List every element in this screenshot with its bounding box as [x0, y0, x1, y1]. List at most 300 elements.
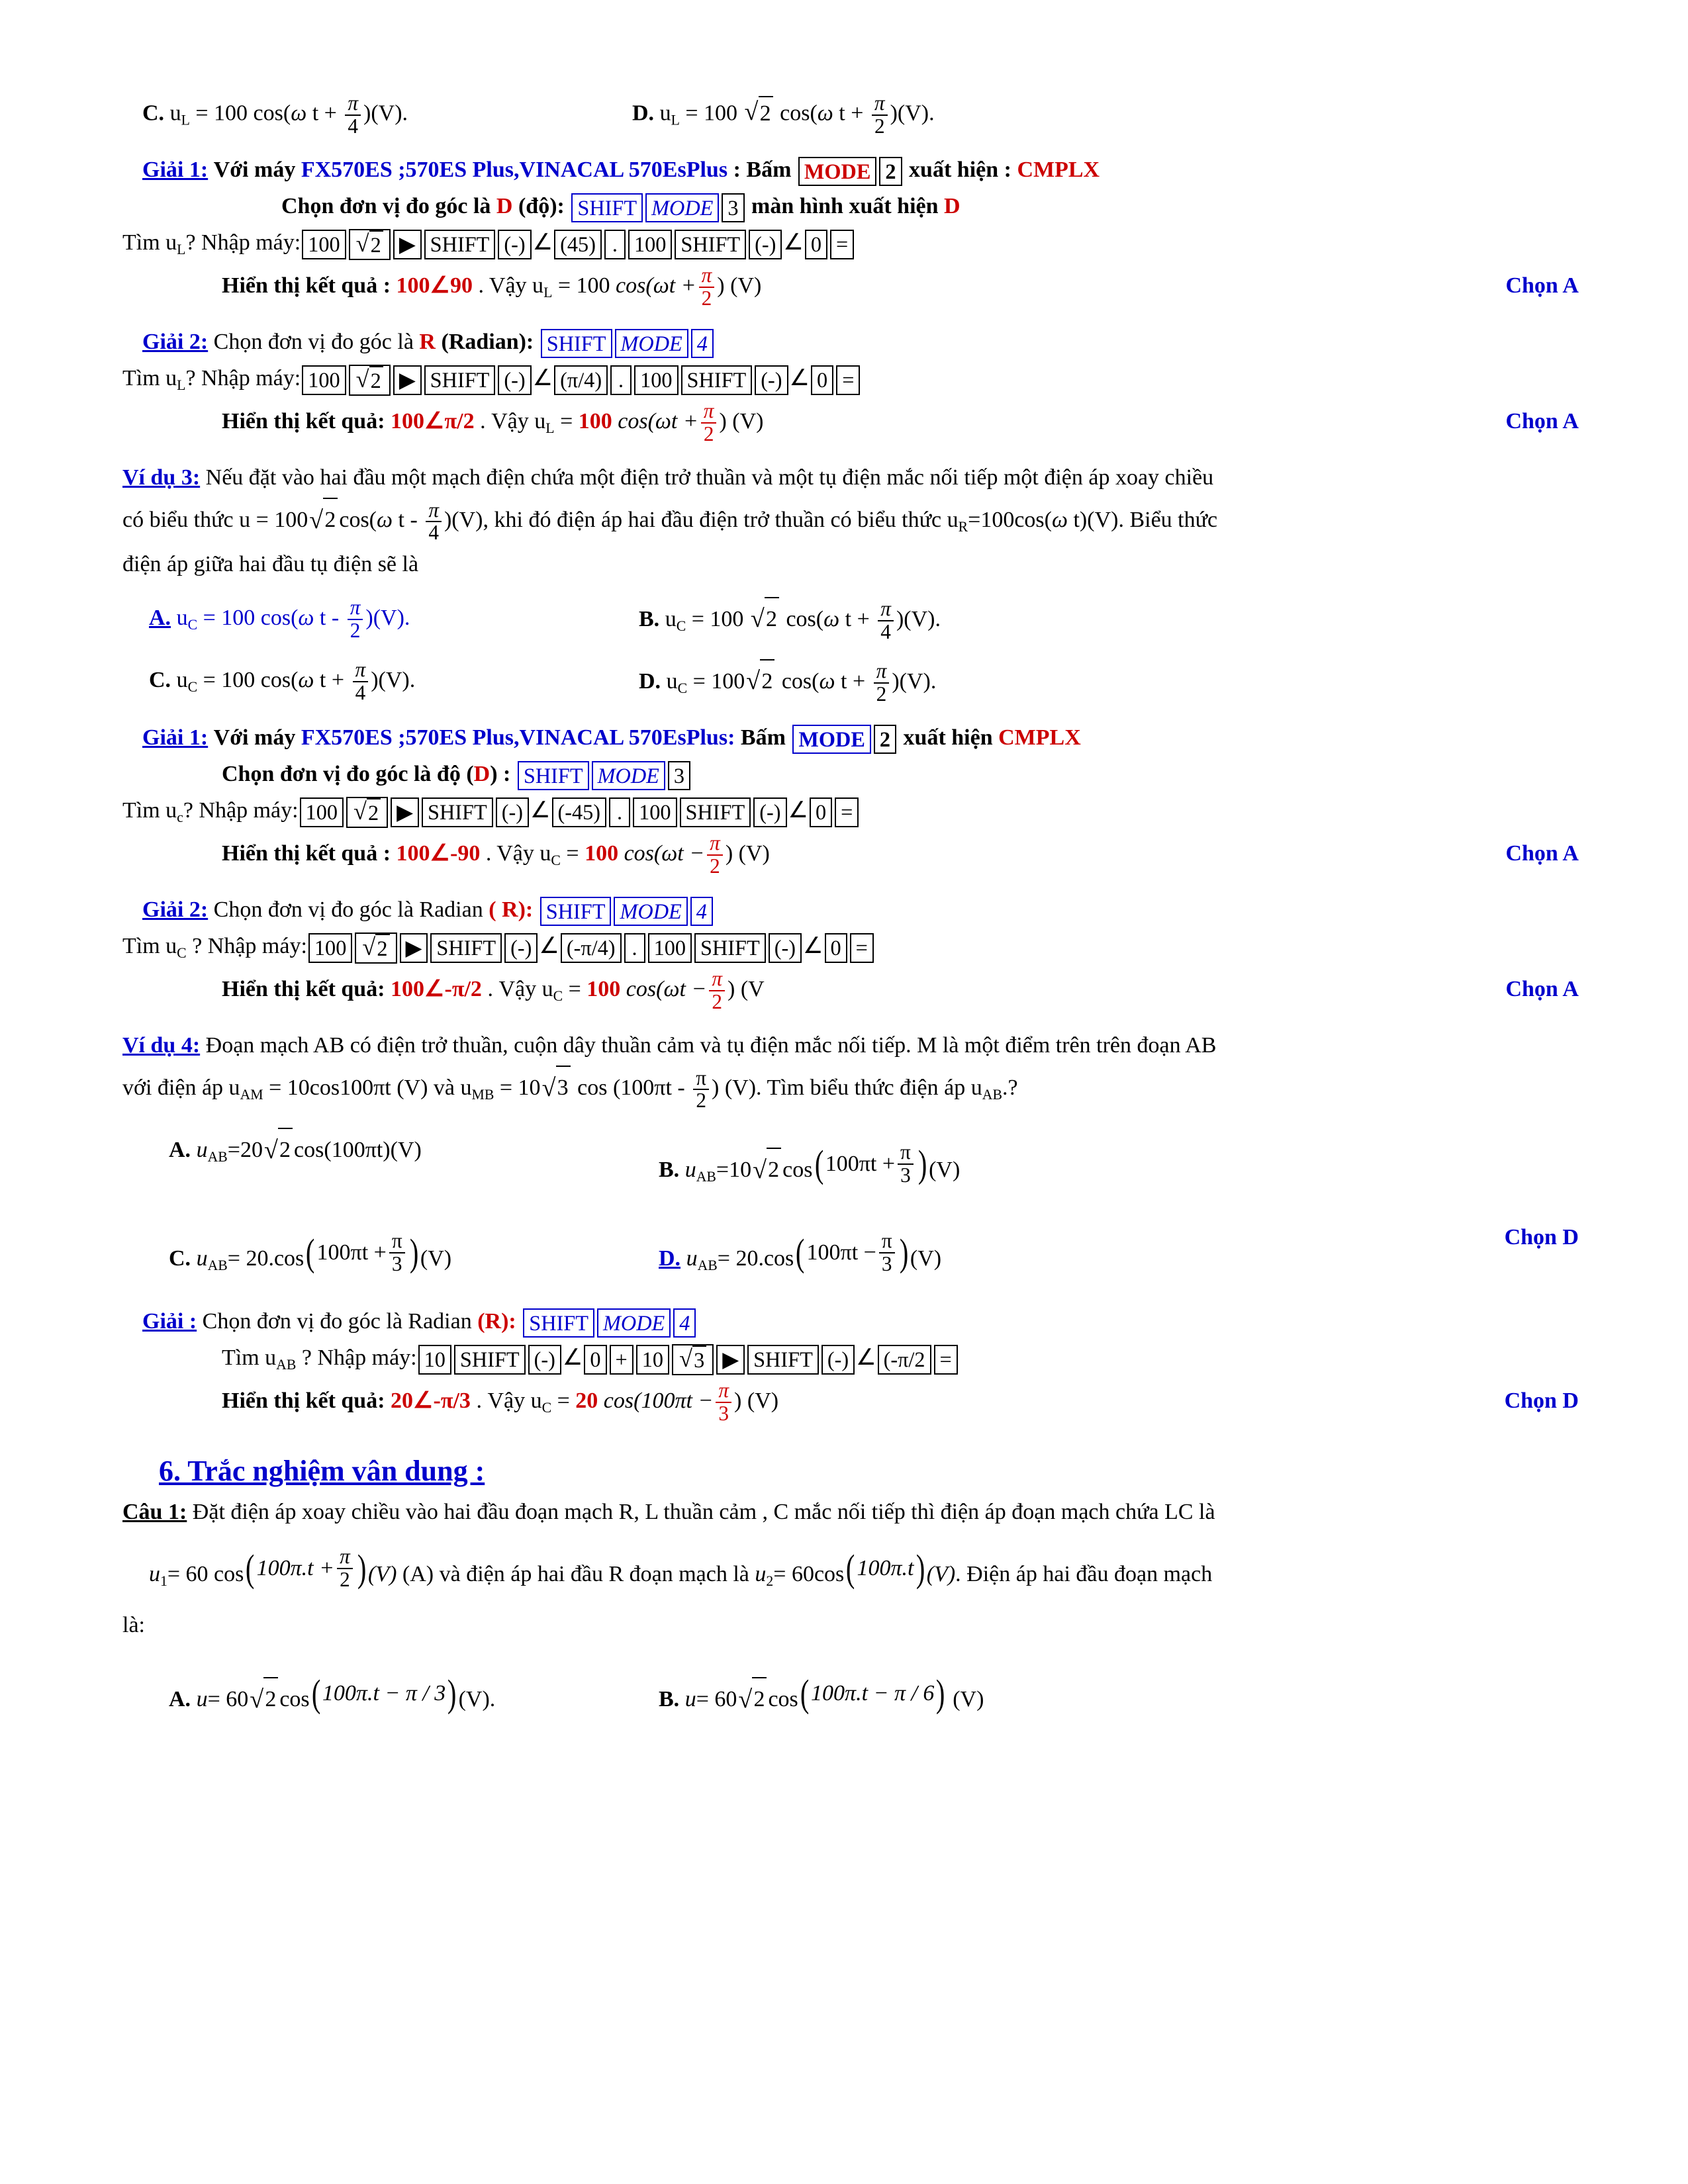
- text: =: [560, 408, 573, 433]
- vidu4-answer-row-1: [122, 1128, 1579, 1201]
- text: ) :: [490, 762, 511, 787]
- text: =: [557, 1388, 570, 1413]
- key-2[interactable]: 2: [874, 725, 896, 754]
- fraction: $\frac{\pi}{4}$: [426, 500, 442, 545]
- answer-option-B: [659, 1657, 1579, 1730]
- u-symbol: u: [196, 1687, 208, 1712]
- amplitude: 20: [575, 1388, 598, 1413]
- key-mode[interactable]: MODE: [798, 157, 876, 186]
- text: )(V).: [371, 667, 416, 692]
- u-symbol: u: [176, 667, 188, 692]
- vidu4-answer-row-2: [122, 1216, 1579, 1289]
- key-3[interactable]: 3: [668, 761, 690, 790]
- key-negative2[interactable]: (-): [821, 1345, 855, 1374]
- text: Tìm u: [222, 1345, 277, 1371]
- text: (độ):: [518, 194, 565, 219]
- key-100b[interactable]: 100: [633, 797, 677, 827]
- unit: (V): [926, 1562, 956, 1587]
- key-3[interactable]: 3: [722, 193, 744, 222]
- text: t -: [314, 605, 345, 630]
- paren-group: ( 100π.t + $\frac{\pi}{2}$ ): [246, 1545, 367, 1591]
- answer-option-B: [639, 597, 1579, 643]
- key-100b[interactable]: 100: [628, 230, 672, 259]
- choose-answer: Chọn D: [1504, 1388, 1579, 1413]
- u2-symbol: u: [755, 1562, 767, 1587]
- key-0[interactable]: 0: [584, 1345, 606, 1374]
- key-shift2[interactable]: SHIFT: [680, 797, 751, 827]
- cau1-formula-line: [122, 1532, 1579, 1605]
- fraction: $\frac{\pi}{2}$: [699, 265, 715, 310]
- text: t +: [314, 667, 350, 692]
- unit-r: (R):: [477, 1308, 516, 1334]
- text: t -: [393, 508, 424, 533]
- answer-option-A: [169, 1128, 659, 1172]
- angle-symbol: ∠: [788, 798, 808, 823]
- text: Chọn đơn vị đo góc là Radian: [202, 1308, 472, 1334]
- angle-symbol: ∠: [562, 1345, 583, 1371]
- text: cos(: [774, 101, 818, 126]
- text: . Vậy u: [476, 1388, 542, 1413]
- subscript: L: [543, 284, 553, 300]
- unit: (V): [947, 1687, 984, 1712]
- text: (Radian):: [441, 329, 534, 354]
- subscript: AB: [207, 1257, 228, 1273]
- giai1-a-input: [122, 226, 1579, 261]
- cau1-label: Câu 1:: [122, 1499, 187, 1524]
- text: = 100: [687, 668, 745, 694]
- sqrt: √ 2: [309, 498, 338, 542]
- fraction: $\frac{\pi}{4}$: [345, 93, 361, 138]
- key-mode[interactable]: MODE: [614, 897, 687, 926]
- subscript: C: [553, 987, 563, 1004]
- document-content: [122, 93, 1579, 1734]
- angle-symbol: ∠: [530, 798, 551, 823]
- u-symbol: u: [659, 101, 671, 126]
- angle-symbol: ∠: [532, 366, 553, 391]
- u-symbol: u: [666, 668, 678, 694]
- amplitude: 100: [578, 408, 612, 433]
- answer-option-D: [659, 1216, 1579, 1289]
- giai-label: Giải 2:: [142, 897, 209, 922]
- giai-c-header: [122, 1305, 1579, 1338]
- key-negative2[interactable]: (-): [749, 230, 782, 259]
- vidu3-formula-line: [122, 498, 1579, 544]
- giai-label: Giải 1:: [142, 157, 209, 182]
- key-100[interactable]: 100: [308, 933, 352, 962]
- fraction: $\frac{\pi}{2}$: [693, 1068, 709, 1113]
- text: Hiển thị kết quả:: [222, 408, 385, 433]
- text: .?: [1002, 1075, 1018, 1101]
- text: xuất hiện :: [909, 157, 1011, 182]
- text: Chọn đơn vị đo góc là: [281, 194, 491, 219]
- giai2-a-result: [122, 400, 1579, 445]
- u-symbol: u: [684, 1687, 696, 1712]
- key-equals[interactable]: =: [836, 365, 860, 394]
- key-100[interactable]: 100: [300, 797, 344, 827]
- answer-option-A: [169, 1657, 659, 1730]
- subscript: C: [677, 680, 688, 696]
- giai-label: Giải 1:: [142, 725, 209, 750]
- amplitude: 20: [240, 1138, 263, 1163]
- u1-symbol: u: [149, 1562, 160, 1587]
- vidu3-label: Ví dụ 3:: [122, 465, 201, 490]
- text: . Vậy u: [478, 273, 544, 298]
- key-dot[interactable]: .: [624, 933, 645, 962]
- key-0[interactable]: 0: [811, 365, 833, 394]
- key-mode[interactable]: MODE: [615, 329, 688, 358]
- unit: (V): [420, 1246, 452, 1271]
- choose-answer: Chọn D: [1504, 1225, 1579, 1250]
- text: Chọn đơn vị đo góc là độ (: [222, 762, 474, 787]
- key-negative[interactable]: (-): [498, 230, 531, 259]
- sqrt: √ 3: [542, 1066, 571, 1110]
- key-negative[interactable]: (-): [528, 1345, 561, 1374]
- text: Bấm: [740, 725, 786, 750]
- vidu3-answer-row-1: [122, 597, 1579, 643]
- key-0[interactable]: 0: [810, 797, 832, 827]
- text: Hiển thị kết quả :: [222, 273, 391, 298]
- text: Hiển thị kết quả :: [222, 841, 391, 866]
- key-mode[interactable]: MODE: [792, 725, 870, 754]
- text: ? Nhập máy:: [183, 798, 299, 823]
- key-dot[interactable]: .: [610, 365, 632, 394]
- unit: (V): [910, 1246, 942, 1271]
- unit-r: R: [419, 329, 436, 354]
- text: = 10cos100πt (V) và u: [263, 1075, 472, 1101]
- text: ? Nhập máy:: [185, 366, 301, 391]
- key-pi-over-4[interactable]: (π/4): [554, 365, 608, 394]
- fraction: $\frac{\pi}{2}$: [872, 93, 888, 138]
- key-4[interactable]: 4: [673, 1308, 696, 1338]
- choose-answer: Chọn A: [1505, 841, 1579, 866]
- vidu3-paragraph: [122, 461, 1579, 494]
- fraction: $\frac{\pi}{4}$: [878, 598, 894, 643]
- option-letter: A.: [169, 1138, 191, 1163]
- omega-symbol: ω: [819, 668, 835, 694]
- angle-symbol: ∠: [783, 230, 804, 255]
- text: t +: [839, 606, 876, 631]
- fraction: $\frac{\pi}{3}$: [898, 1142, 914, 1187]
- text: Chọn đơn vị đo góc là Radian: [213, 897, 483, 922]
- key-negative2[interactable]: (-): [753, 797, 786, 827]
- option-letter: D.: [639, 668, 661, 694]
- key-shift2[interactable]: SHIFT: [681, 365, 753, 394]
- omega-symbol: ω: [817, 101, 833, 126]
- text: = 100 cos(: [197, 667, 299, 692]
- key-shift[interactable]: SHIFT: [541, 329, 612, 358]
- text: Tìm u: [122, 366, 177, 391]
- cmplx-label: CMPLX: [1017, 157, 1100, 182]
- text: ) (V). Tìm biểu thức điện áp u: [712, 1075, 982, 1101]
- text: ) (V): [717, 273, 762, 298]
- key-sqrt3[interactable]: √ 3: [672, 1344, 714, 1375]
- cos-expression: cos: [768, 1687, 798, 1712]
- text: =: [566, 841, 579, 866]
- text: xuất hiện: [903, 725, 993, 750]
- key-shift[interactable]: SHIFT: [424, 230, 496, 259]
- text: là:: [122, 1612, 145, 1637]
- text: ) (V: [727, 976, 765, 1001]
- subscript: C: [187, 678, 198, 695]
- text: . Vậy u: [487, 976, 553, 1001]
- angle-symbol: ∠: [789, 366, 810, 391]
- unit: (V): [367, 1562, 397, 1587]
- giai-label: Giải 2:: [142, 329, 209, 354]
- fraction: $\frac{\pi}{4}$: [353, 659, 369, 704]
- key-shift[interactable]: SHIFT: [571, 193, 643, 222]
- key-2[interactable]: 2: [879, 157, 902, 186]
- text: cos(: [780, 606, 824, 631]
- key-shift[interactable]: SHIFT: [540, 897, 612, 926]
- text: Hiển thị kết quả:: [222, 976, 385, 1001]
- key-100b[interactable]: 100: [634, 365, 678, 394]
- option-letter: B.: [639, 606, 660, 631]
- omega-symbol: ω: [298, 667, 314, 692]
- paren-group: ( 100π.t ): [846, 1547, 925, 1590]
- subscript: AB: [697, 1257, 718, 1273]
- answer-row-top: [122, 93, 1579, 138]
- key-shift[interactable]: SHIFT: [523, 1308, 594, 1338]
- cos-expression: cos: [782, 1158, 813, 1183]
- subscript: L: [181, 112, 190, 128]
- subscript: AB: [696, 1169, 716, 1185]
- giai1-b-input: [122, 794, 1579, 829]
- text: = 60: [207, 1687, 249, 1712]
- u-symbol: u: [686, 1246, 698, 1271]
- angle-symbol: ∠: [539, 934, 559, 959]
- subscript: AB: [207, 1149, 228, 1165]
- sqrt: √ 2: [745, 96, 773, 130]
- key-0[interactable]: 0: [825, 933, 847, 962]
- unit-r: ( R):: [489, 897, 534, 922]
- key-negative2[interactable]: (-): [755, 365, 788, 394]
- key-mode[interactable]: MODE: [597, 1308, 671, 1338]
- text: = 20.cos: [717, 1246, 794, 1271]
- option-letter: A.: [149, 605, 171, 630]
- answer-option-D: [639, 659, 1579, 705]
- fraction: $\frac{\pi}{2}$: [337, 1546, 353, 1591]
- cos-expression: cos(ωt +: [618, 408, 698, 433]
- text: = 60: [696, 1687, 737, 1712]
- sqrt: √ 2: [746, 659, 774, 704]
- text: ? Nhập máy:: [296, 1345, 417, 1371]
- answer-option-C: [142, 93, 632, 138]
- key-play[interactable]: ▶: [393, 365, 422, 394]
- key-100[interactable]: 100: [302, 365, 346, 394]
- key-sqrt2[interactable]: √ 2: [355, 933, 397, 963]
- key-negative2[interactable]: (-): [769, 933, 802, 962]
- key-100b[interactable]: 100: [648, 933, 692, 962]
- answer-option-A: [149, 597, 639, 642]
- answer-option-B: [659, 1128, 1579, 1201]
- key-shift[interactable]: SHIFT: [424, 365, 496, 394]
- cos-expression: cos(ωt −: [624, 841, 705, 866]
- cos-expression: cos(100πt −: [603, 1388, 714, 1413]
- text: điện áp giữa hai đầu tụ điện sẽ là: [122, 552, 419, 577]
- u-symbol: u: [196, 1246, 208, 1271]
- text: t +: [835, 668, 871, 694]
- u-symbol: u: [176, 605, 188, 630]
- key-equals[interactable]: =: [835, 797, 859, 827]
- key-10b[interactable]: 10: [636, 1345, 669, 1374]
- option-letter: B.: [659, 1687, 680, 1712]
- unit-d: D: [496, 194, 513, 219]
- key-minus-pi-over-4[interactable]: (-π/4): [561, 933, 622, 962]
- key-0[interactable]: 0: [805, 230, 827, 259]
- key-sqrt2[interactable]: √ 2: [349, 365, 391, 395]
- text: Tìm u: [122, 934, 177, 959]
- key-plus[interactable]: +: [610, 1345, 633, 1374]
- key-shift2[interactable]: SHIFT: [747, 1345, 819, 1374]
- inner-expression: 100πt −: [806, 1240, 876, 1265]
- subscript: C: [541, 1399, 552, 1416]
- paren-group: ( 100πt + $\frac{\pi}{3}$ ): [306, 1229, 418, 1275]
- text: = 100: [686, 606, 749, 631]
- giai1-b-unit: [122, 758, 1579, 790]
- key-play[interactable]: ▶: [393, 230, 422, 259]
- key-4[interactable]: 4: [690, 897, 713, 926]
- option-letter: C.: [169, 1246, 191, 1271]
- angle-symbol: ∠: [532, 230, 553, 255]
- key-sqrt2[interactable]: √ 2: [346, 797, 388, 827]
- subscript: L: [177, 377, 186, 394]
- inner-expression: 100π.t: [857, 1555, 914, 1580]
- subscript: MB: [471, 1087, 494, 1103]
- text: Đặt điện áp xoay chiều vào hai đầu đoạn mạch R, L thuần cảm , C mắc nối tiếp thì điện áp đoạn mạch chứa LC là: [192, 1499, 1215, 1524]
- giai2-b-input: [122, 930, 1579, 964]
- paren-group: ( 100π.t − π / 6 ): [800, 1672, 945, 1715]
- vidu3-tail: [122, 548, 1579, 580]
- giai2-b-result: [122, 968, 1579, 1013]
- key-mode[interactable]: MODE: [645, 193, 719, 222]
- text: . Vậy u: [485, 841, 551, 866]
- key-equals[interactable]: =: [830, 230, 854, 259]
- key-play[interactable]: ▶: [716, 1345, 745, 1374]
- amplitude: 100: [586, 976, 621, 1001]
- key-play[interactable]: ▶: [400, 933, 428, 962]
- text: có biểu thức u = 100: [122, 508, 308, 533]
- key-minus-45[interactable]: (-45): [552, 797, 607, 827]
- giai1-a-result: [122, 265, 1579, 310]
- key-equals[interactable]: =: [934, 1345, 958, 1374]
- key-negative[interactable]: (-): [504, 933, 538, 962]
- giai2-b-header: [122, 893, 1579, 926]
- key-negative[interactable]: (-): [498, 365, 531, 394]
- key-shift2[interactable]: SHIFT: [675, 230, 746, 259]
- section-6-heading: 6. Trắc nghiệm vân dung :: [159, 1454, 485, 1487]
- option-letter: A.: [169, 1687, 191, 1712]
- u-symbol: u: [196, 1138, 208, 1163]
- unit: (V): [929, 1158, 961, 1183]
- omega-symbol: ω: [823, 606, 840, 631]
- subscript: L: [671, 112, 680, 128]
- text: Chọn đơn vị đo góc là: [213, 329, 414, 354]
- giai2-a-input: [122, 362, 1579, 396]
- key-play[interactable]: ▶: [391, 797, 419, 827]
- cos-expression: cos(ωt +: [616, 273, 696, 298]
- text: )(V), khi đó điện áp hai đầu điện trở thuần có biểu thức u: [444, 508, 959, 533]
- text: màn hình xuất hiện: [751, 194, 939, 219]
- key-45[interactable]: (45): [554, 230, 602, 259]
- giai1-a-unit: [122, 190, 1579, 222]
- paren-group: ( 100πt − $\frac{\pi}{3}$ ): [796, 1229, 908, 1275]
- subscript: AB: [276, 1357, 297, 1373]
- text: = 10: [494, 1075, 541, 1101]
- result-value: 100∠-90: [396, 841, 481, 866]
- key-mode[interactable]: MODE: [592, 761, 665, 790]
- text: = 100 cos(: [197, 605, 299, 630]
- sqrt: √ 2: [751, 597, 779, 641]
- text: = 100: [557, 273, 610, 298]
- text: )(V).: [363, 101, 408, 126]
- giai1-b-result: [122, 833, 1579, 878]
- inner-expression: 100π.t − π / 6: [811, 1680, 935, 1706]
- key-dot[interactable]: .: [604, 230, 626, 259]
- unit: (V): [390, 1138, 422, 1163]
- key-sqrt2[interactable]: √ 2: [349, 229, 391, 259]
- cau1-answer-row: [122, 1657, 1579, 1730]
- key-dot[interactable]: .: [609, 797, 630, 827]
- omega-symbol: ω: [291, 101, 307, 126]
- subscript: AM: [240, 1087, 263, 1103]
- amplitude: 100: [585, 841, 619, 866]
- text: ) (V): [734, 1388, 779, 1413]
- answer-option-C: [169, 1216, 659, 1289]
- key-minus-pi-over-2[interactable]: (-π/2: [878, 1345, 931, 1374]
- text: = 60cos: [773, 1562, 845, 1587]
- sqrt: √ 2: [753, 1148, 781, 1192]
- key-shift[interactable]: SHIFT: [422, 797, 493, 827]
- subscript: 2: [766, 1573, 774, 1589]
- subscript: AB: [982, 1087, 1002, 1103]
- key-100[interactable]: 100: [302, 230, 346, 259]
- key-negative[interactable]: (-): [496, 797, 529, 827]
- calculator-models: FX570ES ;570ES Plus,VINACAL 570EsPlus: [301, 157, 728, 182]
- subscript: C: [177, 945, 187, 962]
- inner-expression: 100π.t − π / 3: [322, 1680, 446, 1706]
- text: Với máy: [213, 157, 296, 182]
- key-shift[interactable]: SHIFT: [430, 933, 502, 962]
- key-4[interactable]: 4: [691, 329, 714, 358]
- result-value: 100∠-π/2: [391, 976, 482, 1001]
- u-symbol: u: [169, 101, 181, 126]
- text: )(V).: [896, 606, 941, 631]
- key-equals[interactable]: =: [850, 933, 874, 962]
- key-shift2[interactable]: SHIFT: [694, 933, 766, 962]
- text: ) (V): [719, 408, 764, 433]
- cos-expression: cos(100πt): [294, 1138, 391, 1163]
- result-value: 20∠-π/3: [391, 1388, 471, 1413]
- giai-label: Giải :: [142, 1308, 197, 1334]
- omega-symbol: ω: [298, 605, 314, 630]
- text: = 20.cos: [227, 1246, 305, 1271]
- sqrt: √ 2: [264, 1128, 293, 1172]
- key-10[interactable]: 10: [418, 1345, 451, 1374]
- amplitude: 10: [729, 1158, 752, 1183]
- unit: (V).: [458, 1687, 496, 1712]
- key-shift[interactable]: SHIFT: [518, 761, 589, 790]
- text: . Điện áp hai đầu đoạn mạch: [955, 1562, 1213, 1587]
- text: (A) và điện áp hai đầu R đoạn mạch là: [402, 1562, 749, 1587]
- option-letter: C.: [142, 101, 165, 126]
- calculator-models: FX570ES ;570ES Plus,VINACAL 570EsPlus:: [301, 725, 735, 750]
- key-shift[interactable]: SHIFT: [454, 1345, 526, 1374]
- result-value: 100∠π/2: [391, 408, 475, 433]
- subscript: 1: [160, 1573, 167, 1589]
- cos-expression: cos: [279, 1687, 310, 1712]
- option-letter: D.: [659, 1246, 681, 1271]
- vidu4-label: Ví dụ 4:: [122, 1032, 201, 1058]
